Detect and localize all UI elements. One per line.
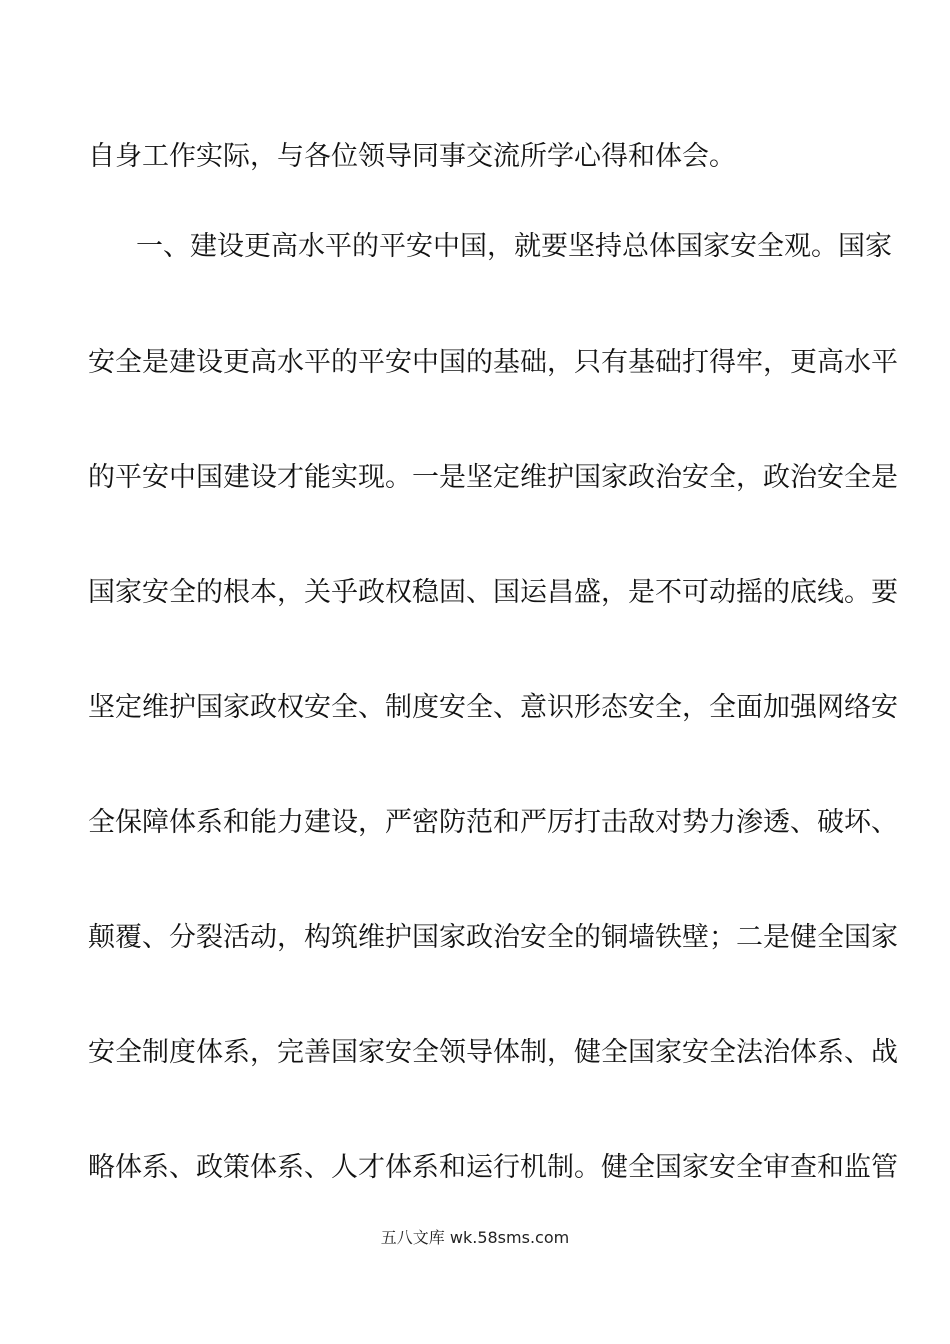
paragraph-line: 略体系、政策体系、人才体系和运行机制。健全国家安全审查和监管: [88, 1152, 898, 1183]
paragraph-line: 国家安全的根本，关乎政权稳固、国运昌盛，是不可动摇的底线。要: [88, 577, 898, 608]
paragraph-line: 的平安中国建设才能实现。一是坚定维护国家政治安全，政治安全是: [88, 462, 898, 493]
paragraph-line: 坚定维护国家政权安全、制度安全、意识形态安全，全面加强网络安: [88, 692, 898, 723]
footer-watermark: 五八文库 wk.58sms.com: [380, 1228, 570, 1247]
paragraph-line: 颠覆、分裂活动，构筑维护国家政治安全的铜墙铁壁；二是健全国家: [88, 922, 898, 953]
paragraph-line: 自身工作实际，与各位领导同事交流所学心得和体会。: [88, 141, 736, 172]
paragraph-line: 安全是建设更高水平的平安中国的基础，只有基础打得牢，更高水平: [88, 347, 898, 378]
paragraph-line: 安全制度体系，完善国家安全领导体制，健全国家安全法治体系、战: [88, 1037, 898, 1068]
section-heading-line: 一、建设更高水平的平安中国，就要坚持总体国家安全观。国家: [136, 231, 892, 262]
paragraph-line: 全保障体系和能力建设，严密防范和严厉打击敌对势力渗透、破坏、: [88, 807, 898, 838]
